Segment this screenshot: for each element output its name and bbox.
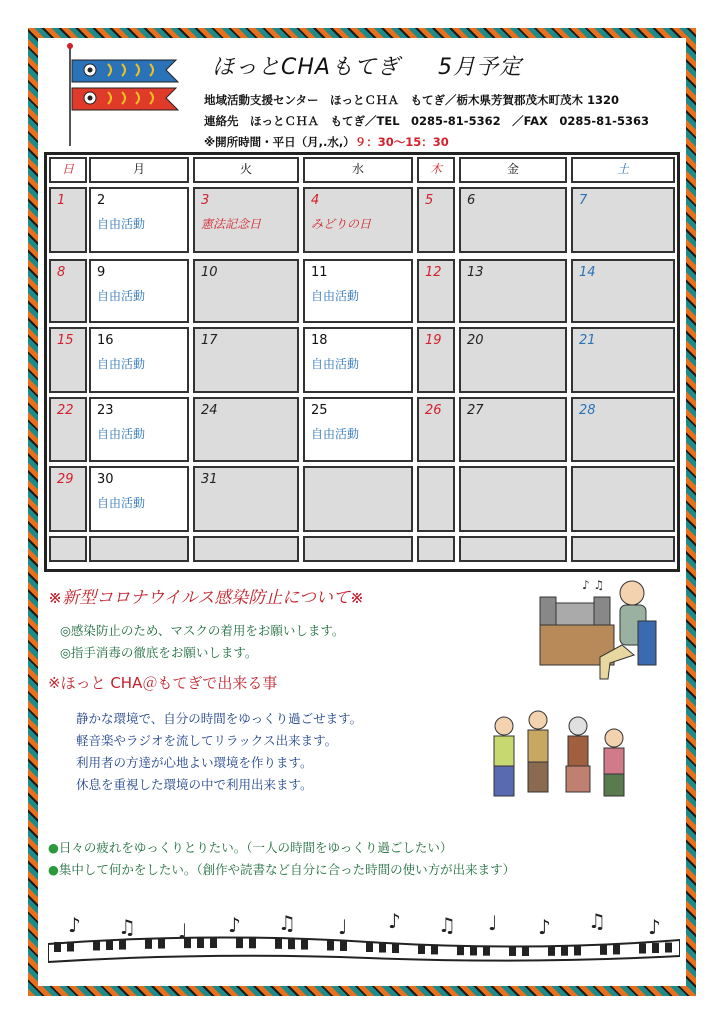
day-number: 2 [97, 193, 106, 208]
piano-black-key [210, 938, 217, 948]
calendar-day-cell [571, 397, 675, 462]
day-number: 27 [467, 403, 484, 418]
day-number: 21 [579, 333, 596, 348]
piano-black-key [93, 940, 100, 950]
calendar-day-cell [459, 536, 567, 562]
calendar-day-cell [193, 187, 299, 253]
svg-text:♪: ♪ [228, 913, 241, 937]
day-number: 3 [201, 193, 210, 208]
piano-black-key [67, 941, 74, 951]
piano-black-key [652, 943, 659, 953]
weekday-header-sat: 土 [571, 157, 675, 183]
cha-section-title: ※ほっと CHA＠もてぎで出来る事 [48, 674, 278, 692]
piano-black-key [470, 945, 477, 955]
piano-black-key [288, 939, 295, 949]
calendar-day-cell [459, 187, 567, 253]
title-month: 5月予定 [437, 55, 522, 80]
piano-black-key [249, 938, 256, 948]
piano-black-key [600, 945, 607, 955]
day-number: 12 [425, 265, 442, 280]
day-number: 13 [467, 265, 484, 280]
hours-prefix: ※開所時間・平日（月,.水,） [204, 135, 355, 149]
day-number: 15 [57, 333, 74, 348]
svg-text:♫: ♫ [438, 913, 456, 937]
calendar-day-cell [89, 397, 189, 462]
corona-notice-title: ※新型コロナウイルス感染防止について※ [48, 588, 365, 608]
calendar-day-cell [303, 536, 413, 562]
piano-black-key [392, 943, 399, 953]
day-number: 1 [57, 193, 66, 208]
day-event: 自由活動 [97, 496, 146, 510]
day-number: 11 [311, 265, 328, 280]
header-contact: 連絡先 ほっとＣＨＡ もてぎ／TEL 0285-81-5362 ／FAX 0285-81-5363 [204, 114, 649, 128]
calendar-day-cell [417, 187, 455, 253]
seated-elders-illustration [486, 706, 636, 806]
piano-black-key [236, 938, 243, 948]
calendar-day-cell [49, 466, 87, 532]
day-number: 9 [97, 265, 106, 280]
calendar-day-cell [193, 466, 299, 532]
piano-black-key [613, 944, 620, 954]
bullet-dot-icon: ● [48, 840, 59, 855]
title-main: ほっとCHAもてぎ [212, 55, 400, 80]
calendar-day-cell [417, 327, 455, 393]
day-event: 憲法記念日 [201, 217, 262, 231]
piano-black-key [158, 939, 165, 949]
piano-black-key [483, 946, 490, 956]
calendar-day-cell [303, 327, 413, 393]
calendar-day-cell [571, 187, 675, 253]
day-number: 30 [97, 472, 114, 487]
day-number: 28 [579, 403, 596, 418]
cha-line: 休息を重視した環境の中で利用出来ます。 [76, 777, 313, 792]
calendar-day-cell [459, 327, 567, 393]
piano-black-key [301, 940, 308, 950]
calendar-day-cell [49, 259, 87, 323]
day-number: 16 [97, 333, 114, 348]
piano-black-key [509, 946, 516, 956]
calendar-day-cell [193, 397, 299, 462]
bullet-item [48, 838, 452, 856]
day-event: 自由活動 [311, 289, 360, 303]
calendar-day-cell [417, 259, 455, 323]
calendar-day-cell [49, 397, 87, 462]
svg-text:♩: ♩ [338, 915, 348, 939]
day-number: 29 [57, 472, 74, 487]
svg-text:♪: ♪ [68, 913, 81, 937]
weekday-header-fri: 金 [459, 157, 567, 183]
calendar-day-cell [89, 187, 189, 253]
day-number: 5 [425, 193, 434, 208]
calendar-day-cell [193, 259, 299, 323]
hours-time: ９：30～15：30 [354, 135, 449, 149]
bullet-text: 日々の疲れをゆっくりとりたい。（一人の時間をゆっくり過ごしたい） [58, 840, 453, 855]
calendar-day-cell [89, 466, 189, 532]
svg-text:♪ ♫: ♪ ♫ [582, 578, 605, 592]
piano-black-key [639, 944, 646, 954]
day-event: 自由活動 [311, 357, 360, 371]
day-number: 10 [201, 265, 218, 280]
calendar-day-cell [459, 259, 567, 323]
piano-black-key [418, 944, 425, 954]
calendar-day-cell [89, 536, 189, 562]
day-number: 17 [201, 333, 218, 348]
calendar-day-cell [459, 466, 567, 532]
piano-black-key [665, 943, 672, 953]
weekday-header-tue: 火 [193, 157, 299, 183]
piano-black-key [379, 943, 386, 953]
page-title [212, 50, 522, 81]
calendar-day-cell [49, 536, 87, 562]
calendar-day-cell [303, 397, 413, 462]
svg-text:♫: ♫ [118, 915, 136, 939]
piano-black-key [106, 940, 113, 950]
calendar [44, 152, 680, 572]
koinobori-icon [58, 38, 188, 148]
calendar-day-cell [49, 187, 87, 253]
calendar-day-cell [571, 327, 675, 393]
piano-black-key [574, 945, 581, 955]
calendar-day-cell [193, 327, 299, 393]
cha-line: 軽音楽やラジオを流してリラックス出来ます。 [76, 733, 338, 748]
weekday-header-mon: 月 [89, 157, 189, 183]
day-number: 8 [57, 265, 66, 280]
piano-keys-music-notes-decoration [48, 912, 680, 972]
calendar-day-cell [417, 466, 455, 532]
day-number: 20 [467, 333, 484, 348]
svg-text:♪: ♪ [538, 915, 551, 939]
stereo-listener-illustration [538, 575, 658, 690]
piano-black-key [327, 940, 334, 950]
day-event: みどりの日 [311, 217, 372, 231]
day-number: 18 [311, 333, 328, 348]
day-event: 自由活動 [97, 217, 146, 231]
piano-black-key [197, 938, 204, 948]
piano-black-key [119, 940, 126, 950]
weekday-header-wed: 水 [303, 157, 413, 183]
svg-text:♫: ♫ [278, 912, 296, 935]
piano-black-key [275, 939, 282, 949]
svg-text:♪: ♪ [648, 915, 661, 939]
day-event: 自由活動 [97, 357, 146, 371]
day-number: 24 [201, 403, 218, 418]
calendar-day-cell [49, 327, 87, 393]
calendar-day-cell [571, 259, 675, 323]
piano-black-key [548, 946, 555, 956]
piano-black-key [145, 939, 152, 949]
day-number: 6 [467, 193, 476, 208]
piano-black-key [340, 941, 347, 951]
piano-black-key [431, 944, 438, 954]
svg-text:♩: ♩ [178, 919, 188, 943]
calendar-day-cell [571, 536, 675, 562]
svg-text:♫: ♫ [588, 912, 606, 933]
bullet-item [48, 860, 515, 878]
piano-black-key [522, 946, 529, 956]
day-number: 7 [579, 193, 588, 208]
cha-line: 利用者の方達が心地よい環境を作ります。 [76, 755, 313, 770]
header-address: 地域活動支援センター ほっとＣＨＡ もてぎ／栃木県芳賀郡茂木町茂木 1320 [204, 93, 620, 107]
calendar-day-cell [193, 536, 299, 562]
calendar-day-cell [89, 327, 189, 393]
weekday-header-sun: 日 [49, 157, 87, 183]
calendar-day-cell [571, 466, 675, 532]
cha-line: 静かな環境で、自分の時間をゆっくり過ごせます。 [76, 711, 363, 726]
header-hours [204, 134, 449, 150]
day-number: 19 [425, 333, 442, 348]
piano-black-key [54, 942, 61, 952]
calendar-day-cell [417, 397, 455, 462]
calendar-day-cell [303, 187, 413, 253]
calendar-day-cell [459, 397, 567, 462]
calendar-day-cell [417, 536, 455, 562]
day-number: 26 [425, 403, 442, 418]
day-number: 23 [97, 403, 114, 418]
day-number: 4 [311, 193, 320, 208]
calendar-day-cell [303, 466, 413, 532]
weekday-header-thu: 木 [417, 157, 455, 183]
day-number: 14 [579, 265, 596, 280]
bullet-text: 集中して何かをしたい。（創作や読書など自分に合った時間の使い方が出来ます） [58, 862, 516, 877]
corona-line: ◎指手消毒の徹底をお願いします。 [60, 645, 258, 660]
calendar-day-cell [89, 259, 189, 323]
svg-text:♩: ♩ [488, 912, 498, 935]
piano-black-key [366, 942, 373, 952]
piano-black-key [457, 945, 464, 955]
day-number: 22 [57, 403, 74, 418]
day-event: 自由活動 [97, 289, 146, 303]
day-number: 25 [311, 403, 328, 418]
piano-black-key [561, 946, 568, 956]
day-number: 31 [201, 472, 218, 487]
calendar-day-cell [303, 259, 413, 323]
corona-line: ◎感染防止のため、マスクの着用をお願いします。 [60, 623, 345, 638]
day-event: 自由活動 [311, 427, 360, 441]
svg-text:♪: ♪ [388, 912, 401, 933]
day-event: 自由活動 [97, 427, 146, 441]
bullet-dot-icon: ● [48, 862, 59, 877]
